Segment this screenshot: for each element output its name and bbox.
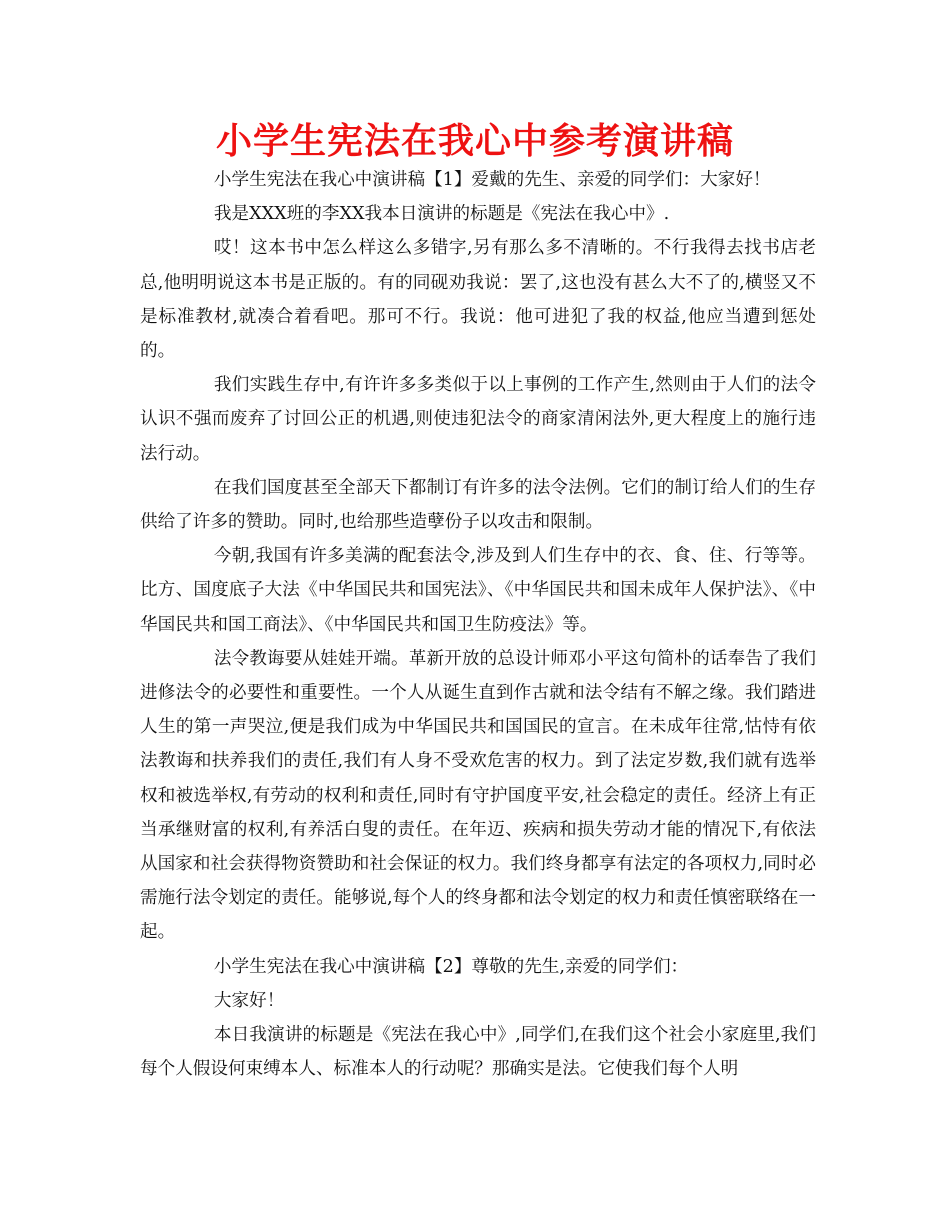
- paragraph: 法令教诲要从娃娃开端。革新开放的总设计师邓小平这句简朴的话奉告了我们进修法令的必要性和重要性。一个人从诞生直到作古就和法令结有不解之缘。我们踏进人生的第一声哭泣,便是我们成为中华国民共和国国民的宣言。在未成年往常,怙恃有依法教诲和扶养我们的责任,我们有人身不受欢危害的权力。到了法定岁数,我们就有选举权和被选举权,有劳动的权利和责任,同时有守护国度平安,社会稳定的责任。经济上有正当承继财富的权利,有养活白叟的责任。在年迈、疾病和损失劳动才能的情况下,有依法从国家和社会获得物资赞助和社会保证的权力。我们终身都享有法定的各项权力,同时必需施行法令划定的责任。能够说,每个人的终身都和法令划定的权力和责任慎密联络在一起。: [140, 648, 816, 943]
- paragraph: 哎！这本书中怎么样这么多错字,另有那么多不清晰的。不行我得去找书店老总,他明明说这本书是正版的。有的同砚劝我说：罢了,这也没有甚么大不了的,横竖又不是标准教材,就凑合着看吧。那可不行。我说：他可进犯了我的权益,他应当遭到惩处的。: [140, 238, 816, 362]
- paragraph: 小学生宪法在我心中演讲稿【1】爱戴的先生、亲爱的同学们：大家好！: [213, 170, 771, 190]
- paragraph: 我是XXX班的李XX我本日演讲的标题是《宪法在我心中》.: [213, 204, 670, 225]
- paragraph: 大家好！: [213, 990, 285, 1011]
- page-title: 小学生宪法在我心中参考演讲稿: [215, 121, 734, 162]
- paragraph: 我们实践生存中,有许许多多类似于以上事例的工作产生,然则由于人们的法令认识不强而废弃了讨回公正的机遇,则使违犯法令的商家清闲法外,更大程度上的施行违法行动。: [140, 375, 816, 464]
- paragraph: 小学生宪法在我心中演讲稿【2】尊敬的先生,亲爱的同学们：: [213, 956, 689, 977]
- paragraph: 在我们国度甚至全部天下都制订有许多的法令法例。它们的制订给人们的生存供给了许多的赞助。同时,也给那些造孽份子以攻击和限制。: [140, 477, 816, 533]
- document-body: [140, 163, 816, 1086]
- paragraph: 本日我演讲的标题是《宪法在我心中》,同学们,在我们这个社会小家庭里,我们每个人假设何束缚本人、标准本人的行动呢？那确实是法。它使我们每个人明: [140, 1025, 816, 1080]
- paragraph: 今朝,我国有许多美满的配套法令,涉及到人们生存中的衣、食、住、行等等。比方、国度底子大法《中华国民共和国宪法》、《中华国民共和国未成年人保护法》、《中华国民共和国工商法》、《中华国民共和国卫生防疫法》等。: [140, 546, 816, 635]
